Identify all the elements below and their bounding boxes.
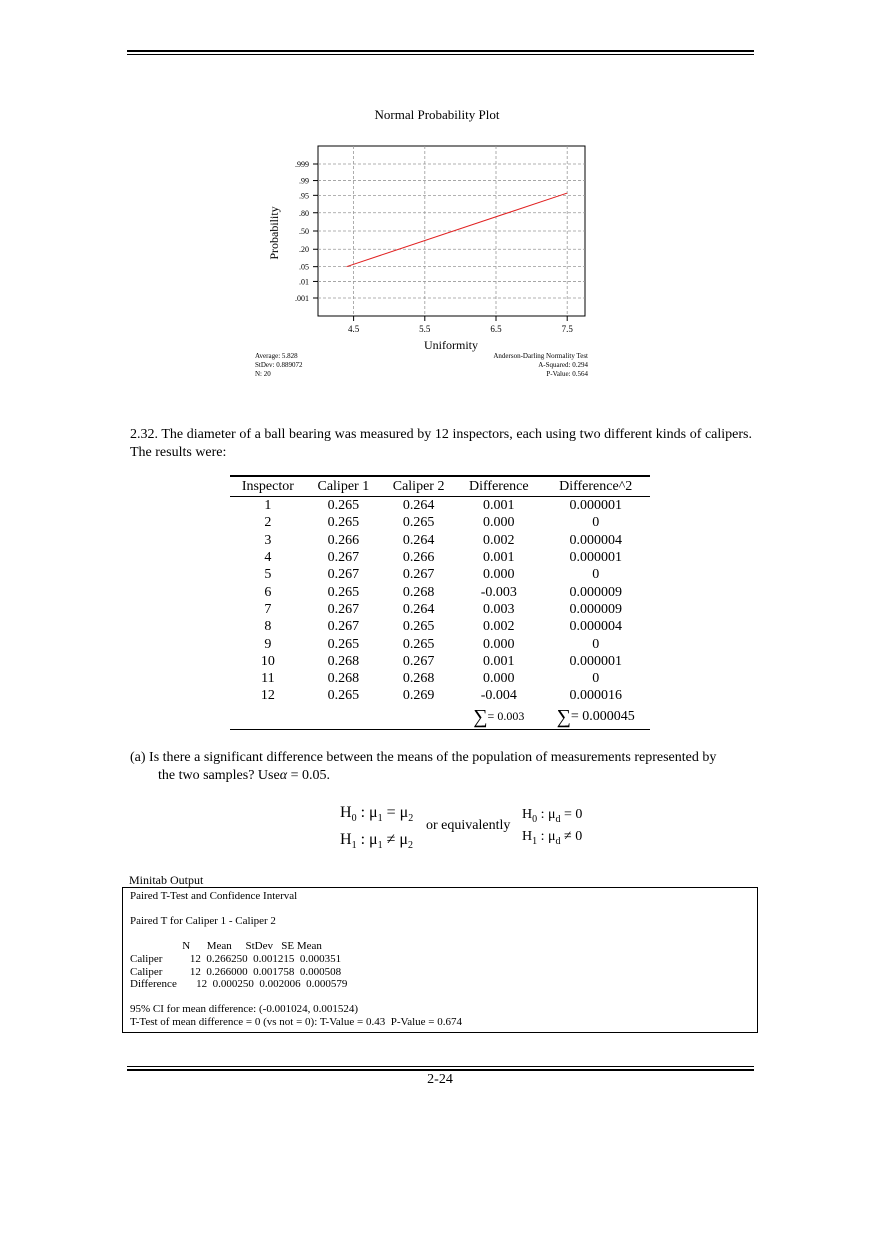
table-cell: 0.265	[327, 498, 360, 514]
x-tick-label: 5.5	[419, 324, 431, 334]
y-tick-label: .01	[299, 277, 309, 287]
table-cell: 0	[592, 515, 600, 531]
table-cell: 0.001	[483, 653, 515, 669]
table-cell: 0	[592, 567, 600, 583]
table-cell: 0.000	[483, 567, 515, 583]
table-cell: 0.002	[483, 532, 515, 548]
question-line-2	[130, 767, 750, 785]
x-axis-label: Uniformity	[424, 338, 478, 352]
table-cell: 0.265	[327, 688, 360, 704]
header-caliper-1: Caliper 1	[306, 476, 381, 497]
page-number: 2-24	[427, 1072, 453, 1087]
table-cell: 0.001	[483, 550, 515, 566]
table-cell: 5	[264, 567, 272, 583]
table-cell: 0.267	[327, 619, 360, 635]
minitab-line	[130, 903, 757, 916]
table-cell: 0.000001	[569, 550, 622, 566]
stats-left-line: Average: 5.828	[255, 352, 298, 360]
alpha-value: = 0.05.	[287, 768, 330, 783]
table-cell: 0.267	[402, 653, 435, 669]
chart-title: Normal Probability Plot	[374, 107, 500, 122]
table-cell: 12	[260, 688, 275, 704]
minitab-label: Minitab Output	[129, 873, 204, 887]
table-cell: 0.000004	[569, 619, 622, 635]
table-cell: 3	[264, 532, 272, 548]
table-cell: 0.000	[483, 515, 515, 531]
y-tick-label: .50	[299, 227, 309, 236]
table-cell: 0.266	[327, 532, 360, 548]
question-a	[130, 749, 750, 785]
table-cell: 0.000001	[569, 498, 622, 514]
table-cell	[381, 705, 456, 730]
table-cell: -0.003	[480, 584, 517, 600]
table-cell: 0.001	[483, 498, 515, 514]
stats-right-line: P-Value: 0.564	[546, 370, 588, 378]
table-row	[230, 670, 650, 687]
table-row	[230, 618, 650, 635]
y-axis-label: Probability	[267, 206, 281, 260]
sum-difference-sq: ∑= 0.000045	[541, 705, 650, 730]
bottom-rule-thin	[127, 1066, 754, 1067]
table-cell: 0.268	[402, 671, 435, 687]
sigma-icon: ∑	[473, 705, 488, 728]
table-cell: 0.268	[402, 584, 435, 600]
table-cell: 11	[261, 671, 275, 687]
minitab-line: Difference 12 0.000250 0.002006 0.000579	[130, 978, 348, 991]
sum-difference: ∑= 0.003	[456, 705, 541, 730]
table-cell: 0.265	[402, 619, 435, 635]
y-tick-label: .001	[295, 294, 309, 303]
table-cell: 0.000001	[569, 653, 622, 669]
top-rule-thin	[127, 54, 754, 55]
table-cell: 0.000009	[569, 601, 622, 617]
alpha-symbol: α	[279, 768, 288, 783]
table-cell: 0.264	[402, 498, 435, 514]
x-tick-label: 6.5	[490, 324, 502, 334]
x-tick-label: 7.5	[561, 324, 573, 334]
table-cell: 1	[264, 498, 272, 514]
table-cell: 0.267	[402, 567, 435, 583]
minitab-line	[130, 928, 757, 941]
table-cell: 0.264	[402, 532, 435, 548]
table-cell: 0.268	[327, 671, 360, 687]
normal-probability-plot	[250, 100, 630, 400]
stats-right-line: A-Squared: 0.294	[538, 361, 588, 369]
caliper-table	[230, 475, 650, 730]
table-cell: 6	[264, 584, 272, 600]
table-cell: 0.002	[483, 619, 515, 635]
sigma-icon: ∑	[556, 705, 571, 728]
h0-left: $H_0$ : $\mu_1 = \mu_2$	[340, 804, 414, 825]
x-tick-label: 4.5	[347, 324, 360, 334]
table-cell: 0.000	[483, 636, 515, 652]
minitab-line: Paired T-Test and Confidence Interval	[130, 890, 298, 902]
stats-left-line: StDev: 0.889072	[255, 361, 303, 369]
top-rule	[127, 50, 754, 52]
table-cell: 0.265	[402, 515, 435, 531]
y-tick-label: .20	[299, 245, 309, 255]
table-cell: 0.000004	[569, 532, 622, 548]
question-line-1: (a) Is there a significant difference between the means of the population of measurements represented by	[130, 750, 717, 765]
table-cell: 2	[264, 515, 272, 531]
table-cell: 4	[264, 550, 272, 566]
y-tick-label: .999	[295, 160, 309, 169]
y-tick-label: .99	[299, 176, 309, 186]
y-tick-label: .05	[299, 262, 309, 272]
table-row	[230, 601, 650, 618]
minitab-line: Caliper 12 0.266000 0.001758 0.000508	[130, 965, 342, 978]
sum-row	[230, 705, 650, 730]
header-inspector: Inspector	[230, 476, 306, 497]
fit-line	[346, 193, 567, 267]
or-equivalently: or equivalently	[426, 818, 511, 833]
table-cell: 0.264	[402, 601, 435, 617]
minitab-line: T-Test of mean difference = 0 (vs not = 0): T-Value = 0.43 P-Value = 0.674	[130, 1015, 462, 1028]
h1-right: $H_1$ : $\mu_d \ne 0$	[522, 829, 583, 847]
table-row	[230, 653, 650, 670]
table-cell: 0.267	[327, 567, 360, 583]
table-header-row	[230, 476, 650, 497]
table-cell	[230, 705, 306, 730]
table-cell: 10	[260, 653, 275, 669]
table-cell: 0.269	[402, 688, 435, 704]
problem-statement: 2.32. The diameter of a ball bearing was measured by 12 inspectors, each using two different kinds of calipers. The results were:	[130, 427, 752, 460]
minitab-line: Paired T for Caliper 1 - Caliper 2	[130, 915, 276, 928]
y-tick-label: .95	[299, 191, 309, 201]
table-cell: 8	[264, 619, 272, 635]
header-difference-sq: Difference^2	[541, 476, 650, 497]
table-row	[230, 583, 650, 600]
h1-left: $H_1$ : $\mu_1 \ne \mu_2$	[340, 831, 413, 852]
table-cell: 0.268	[327, 653, 360, 669]
table-row	[230, 532, 650, 549]
h0-right: $H_0$ : $\mu_d = 0$	[522, 807, 583, 825]
minitab-line: N Mean StDev SE Mean	[130, 940, 322, 953]
table-row	[230, 549, 650, 566]
stats-left-line: N: 20	[255, 370, 271, 378]
table-row	[230, 635, 650, 652]
table-row	[230, 514, 650, 531]
table-cell: 0.267	[327, 601, 360, 617]
header-difference: Difference	[456, 476, 541, 497]
table-row	[230, 497, 650, 515]
header-caliper-2: Caliper 2	[381, 476, 456, 497]
table-row	[230, 687, 650, 704]
table-cell: 7	[264, 601, 272, 617]
minitab-line	[130, 991, 757, 1004]
table-cell: 0.265	[327, 515, 360, 531]
table-cell: 0.267	[327, 550, 360, 566]
table-row	[230, 566, 650, 583]
minitab-line: Caliper 12 0.266250 0.001215 0.000351	[130, 952, 342, 965]
table-cell: 0.265	[402, 636, 435, 652]
table-cell: 0	[592, 671, 600, 687]
table-cell: 0.000009	[569, 584, 622, 600]
table-cell: 0.265	[327, 636, 360, 652]
y-tick-label: .80	[299, 208, 309, 218]
question-text: the two samples? Use	[158, 768, 280, 783]
minitab-output	[122, 887, 758, 1033]
table-cell: 0.265	[327, 584, 360, 600]
table-cell: 0.266	[402, 550, 435, 566]
table-cell	[306, 705, 381, 730]
table-cell: 9	[264, 636, 272, 652]
table-cell: 0.000016	[569, 688, 622, 704]
stats-right-line: Anderson-Darling Normality Test	[493, 352, 588, 360]
table-cell: 0.003	[483, 601, 515, 617]
table-cell: 0	[592, 636, 600, 652]
table-body	[230, 497, 650, 730]
bottom-rule	[127, 1069, 754, 1071]
minitab-line: 95% CI for mean difference: (-0.001024, 0.001524)	[130, 1003, 358, 1016]
table-cell: -0.004	[480, 688, 517, 704]
table-cell: 0.000	[483, 671, 515, 687]
